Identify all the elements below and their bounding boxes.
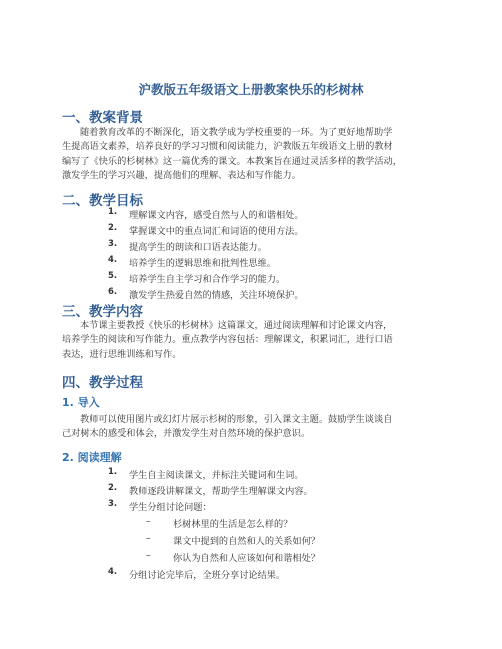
list-item [108,287,468,303]
section-heading-objectives: 二、教学目标 [62,193,143,209]
paragraph-line: 随着教育改革的不断深化，语文教学成为学校重要的一环。为了更好地帮助学 [80,127,393,138]
list-item [108,467,468,483]
list-text: 理解课文内容，感受自然与人的和谐相处。 [129,210,304,221]
background-paragraph [62,126,457,184]
dash-bullet: – [146,550,151,561]
sub-list-text: 杉树林里的生活是怎么样的？ [173,519,293,530]
paragraph-line: 编写了《快乐的杉树林》这一篇优秀的课文。本教案旨在通过灵活多样的教学活动， [62,155,402,167]
section-heading-background: 一、教案背景 [62,110,143,126]
list-item [108,255,468,271]
list-text: 教师逐段讲解课文，帮助学生理解课文内容。 [129,486,313,497]
list-item [108,271,468,287]
dash-bullet: – [146,516,151,527]
dash-bullet: – [146,533,151,544]
list-text: 培养学生的逻辑思维和批判性思维。 [129,258,276,269]
list-item [108,483,468,499]
intro-paragraph [62,413,457,442]
paragraph-line: 本节课主要教授《快乐的杉树林》这篇课文，通过阅读理解和讨论课文内容， [80,320,393,331]
list-number: 2. [108,223,118,233]
list-item [108,207,468,223]
list-number: 3. [108,499,118,509]
document-title: 沪教版五年级语文上册教案快乐的杉树林 [138,82,364,97]
paragraph-line: 培养学生的阅读和写作能力。重点教学内容包括：理解课文，积累词汇，进行口语 [62,334,393,346]
list-number: 3. [108,239,118,249]
list-number: 1. [108,207,118,217]
list-number: 4. [108,567,118,577]
list-text: 培养学生自主学习和合作学习的能力。 [129,274,286,285]
list-number: 4. [108,255,118,265]
sub-list-item [146,550,446,566]
list-item [108,239,468,255]
list-text: 学生分组讨论问题： [129,502,212,513]
content-paragraph [62,319,457,362]
list-text: 学生自主阅读课文，并标注关键词和生词。 [129,470,304,481]
list-text: 提高学生的朗读和口语表达能力。 [129,242,267,253]
list-number: 2. [108,483,118,493]
sub-list-item [146,516,446,532]
list-text: 激发学生热爱自然的情感，关注环境保护。 [129,290,304,301]
paragraph-line: 激发学生的学习兴趣，提高他们的理解、表达和写作能力。 [62,170,301,182]
paragraph-line: 教师可以使用图片或幻灯片展示杉树的形象，引入课文主题。鼓励学生谈谈自 [80,414,393,425]
sub-list-text: 你认为自然和人应该如何和谐相处？ [173,553,320,564]
list-number: 5. [108,271,118,281]
list-item [108,499,468,515]
paragraph-line: 生提高语文素养，培养良好的学习习惯和阅读能力，沪教版五年级语文上册的教材 [62,141,393,153]
list-item [108,567,468,583]
sub-list-text: 课文中提到的自然和人的关系如何？ [173,536,320,547]
subsection-heading-intro: 1. 导入 [62,396,100,409]
list-item [108,223,468,239]
section-heading-process: 四、教学过程 [62,375,143,391]
paragraph-line: 表达，进行思维训练和写作。 [62,348,182,360]
list-number: 1. [108,467,118,477]
list-text: 掌握课文中的重点词汇和词语的使用方法。 [129,226,304,237]
paragraph-line: 己对树木的感受和体会，并激发学生对自然环境的保护意识。 [62,428,311,440]
section-heading-content: 三、教学内容 [62,304,143,320]
list-number: 6. [108,287,118,297]
subsection-heading-reading: 2. 阅读理解 [62,451,122,464]
list-text: 分组讨论完毕后，全班分享讨论结果。 [129,570,286,581]
sub-list-item [146,533,446,549]
